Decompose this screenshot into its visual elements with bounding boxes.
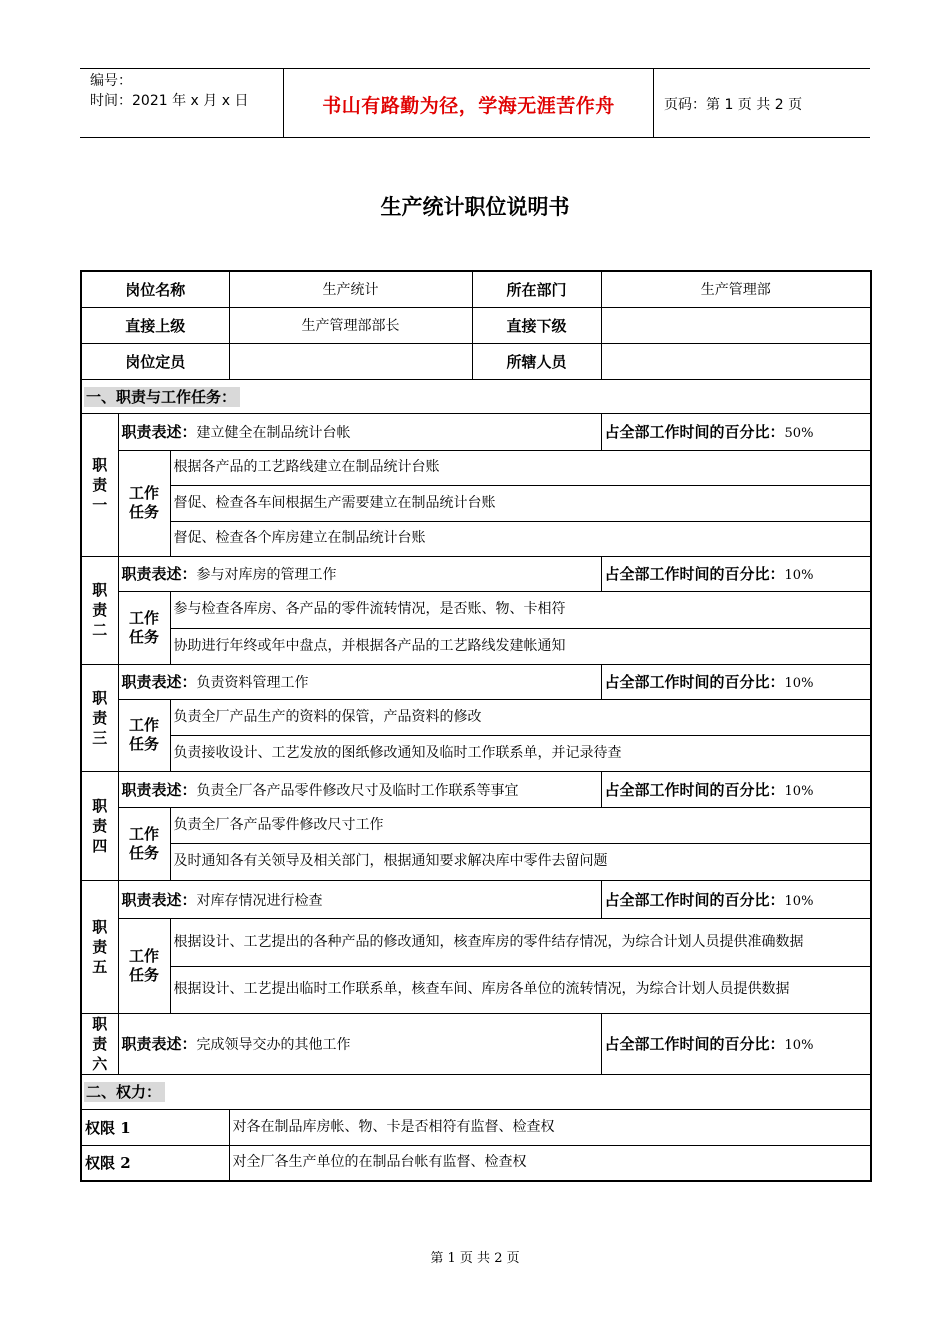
- duty-label: [81, 664, 118, 771]
- work-task-text: 负责全厂各产品零件修改尺寸工作: [170, 807, 871, 843]
- duty-description: [118, 1013, 601, 1074]
- work-task-label: [118, 450, 170, 556]
- header-page-info: 页码：第 1 页 共 2 页: [664, 97, 803, 113]
- duty-percentage-value: 50%: [784, 426, 814, 441]
- task-row: [81, 918, 871, 966]
- section-duties-row: [81, 379, 871, 413]
- duty-description-text: 参与对库房的管理工作: [196, 567, 337, 583]
- duty-label-char: 职: [92, 917, 108, 936]
- headcount-value: [229, 343, 472, 379]
- work-task-text: 根据设计、工艺提出临时工作联系单，核查车间、库房各单位的流转情况，为综合计划人员提供数据: [170, 966, 871, 1013]
- duty-label-char: 责: [92, 816, 108, 835]
- row-position-name: [81, 271, 871, 307]
- duty-percentage-label: 占全部工作时间的百分比：: [604, 565, 785, 583]
- duty-label: [81, 413, 118, 556]
- duty-label-char: 一: [92, 495, 108, 514]
- work-task-label-line: 任务: [128, 735, 159, 753]
- header-meta: [90, 71, 248, 111]
- section-duties-title: 一、职责与工作任务：: [84, 387, 240, 407]
- task-row: [81, 699, 871, 735]
- duty-row: [81, 413, 871, 450]
- duty-description: [118, 880, 601, 918]
- authority-row: [81, 1109, 871, 1145]
- work-task-label: [118, 918, 170, 1013]
- duty-label: [81, 771, 118, 880]
- headcount-label: 岗位定员: [81, 343, 229, 379]
- authority-text: 对全厂各生产单位的在制品台帐有监督、检查权: [229, 1145, 871, 1181]
- task-row: [81, 628, 871, 664]
- duty-percentage-value: 10%: [784, 1038, 814, 1053]
- authority-label: 权限 2: [81, 1145, 229, 1181]
- work-task-text: 协助进行年终或年中盘点，并根据各产品的工艺路线发建帐通知: [170, 628, 871, 664]
- section-authority-title: 二、权力：: [84, 1082, 165, 1102]
- duty-description: [118, 664, 601, 699]
- work-task-label: [118, 591, 170, 664]
- duty-percentage: [601, 880, 871, 918]
- duty-percentage-label: 占全部工作时间的百分比：: [604, 423, 785, 441]
- work-task-text: 参与检查各库房、各产品的零件流转情况，是否账、物、卡相符: [170, 591, 871, 628]
- duty-label-char: 责: [92, 708, 108, 727]
- duty-row: [81, 664, 871, 699]
- duty-percentage: [601, 413, 871, 450]
- work-task-label-line: 工作: [128, 716, 159, 734]
- header-divider: [653, 69, 654, 137]
- duty-description-text: 建立健全在制品统计台帐: [196, 425, 351, 441]
- duty-percentage-value: 10%: [784, 893, 814, 909]
- duty-percentage: [601, 771, 871, 807]
- duty-label: [81, 1013, 118, 1074]
- duty-label-char: 职: [92, 796, 108, 815]
- duty-percentage-value: 10%: [784, 783, 814, 799]
- work-task-text: 根据设计、工艺提出的各种产品的修改通知，核查库房的零件结存情况，为综合计划人员提供准确数据: [170, 918, 871, 966]
- number-label: 编号：: [90, 73, 132, 89]
- duty-description-text: 负责资料管理工作: [196, 675, 309, 691]
- staff-value: [601, 343, 871, 379]
- time-label: 时间：2021 年 x 月 x 日: [90, 93, 249, 109]
- duty-description-label: 职责表述：: [121, 673, 197, 691]
- task-row: [81, 450, 871, 485]
- duty-row: [81, 771, 871, 807]
- duty-description-text: 负责全厂各产品零件修改尺寸及临时工作联系等事宜: [196, 782, 519, 799]
- section-authority-row: [81, 1074, 871, 1109]
- page-footer: 第 1 页 共 2 页: [430, 1251, 520, 1266]
- duty-label-char: 职: [92, 581, 108, 599]
- work-task-label-line: 工作: [128, 824, 159, 843]
- duty-description-label: 职责表述：: [121, 423, 197, 441]
- document-title: 生产统计职位说明书: [380, 195, 570, 219]
- duty-label-char: 职: [92, 688, 108, 707]
- duty-label-char: 责: [92, 475, 108, 494]
- duty-label-char: 四: [92, 836, 108, 855]
- work-task-label: [118, 699, 170, 771]
- task-row: [81, 843, 871, 880]
- duty-description-text: 对库存情况进行检查: [196, 892, 323, 909]
- duty-percentage-label: 占全部工作时间的百分比：: [604, 1035, 785, 1053]
- duty-percentage: [601, 556, 871, 591]
- authority-label: 权限 1: [81, 1109, 229, 1145]
- duty-label-char: 职: [92, 1014, 108, 1033]
- work-task-label-line: 任务: [128, 965, 159, 984]
- staff-label: 所辖人员: [472, 343, 601, 379]
- work-task-label-line: 任务: [128, 843, 159, 862]
- duty-description-label: 职责表述：: [121, 890, 197, 909]
- duty-label-char: 责: [92, 937, 108, 956]
- section-duties-heading: [81, 379, 871, 413]
- duty-label: [81, 880, 118, 1013]
- task-row: [81, 521, 871, 556]
- duty-percentage-label: 占全部工作时间的百分比：: [604, 890, 785, 909]
- duty-label-char: 职: [92, 455, 108, 474]
- duty-percentage-label: 占全部工作时间的百分比：: [604, 780, 785, 799]
- task-row: [81, 966, 871, 1013]
- page-header: [80, 68, 870, 138]
- duty-label-char: 二: [92, 621, 108, 639]
- duty-label-char: 五: [92, 957, 108, 976]
- task-row: [81, 591, 871, 628]
- position-name-value: 生产统计: [229, 271, 472, 307]
- authority-row: [81, 1145, 871, 1181]
- duty-percentage-label: 占全部工作时间的百分比：: [604, 673, 785, 691]
- work-task-text: 督促、检查各车间根据生产需要建立在制品统计台账: [170, 485, 871, 521]
- department-value: 生产管理部: [601, 271, 871, 307]
- department-label: 所在部门: [472, 271, 601, 307]
- authority-text: 对各在制品库房帐、物、卡是否相符有监督、检查权: [229, 1109, 871, 1145]
- subordinate-value: [601, 307, 871, 343]
- section-authority-heading: [81, 1074, 871, 1109]
- duty-description-label: 职责表述：: [121, 780, 197, 799]
- duty-description: [118, 771, 601, 807]
- duty-percentage-value: 10%: [784, 676, 814, 691]
- subordinate-label: 直接下级: [472, 307, 601, 343]
- duty-description-text: 完成领导交办的其他工作: [196, 1037, 351, 1053]
- duty-description: [118, 413, 601, 450]
- work-task-label-line: 工作: [128, 484, 159, 502]
- task-row: [81, 807, 871, 843]
- row-headcount: [81, 343, 871, 379]
- work-task-label-line: 工作: [128, 946, 159, 965]
- duty-row: [81, 880, 871, 918]
- work-task-label-line: 任务: [128, 503, 159, 521]
- superior-label: 直接上级: [81, 307, 229, 343]
- header-motto: 书山有路勤为径，学海无涯苦作舟: [322, 95, 615, 117]
- work-task-label-line: 任务: [128, 627, 159, 646]
- work-task-text: 负责全厂产品生产的资料的保管，产品资料的修改: [170, 699, 871, 735]
- duty-percentage: [601, 664, 871, 699]
- duty-description-label: 职责表述：: [121, 565, 197, 583]
- duty-percentage-value: 10%: [784, 568, 814, 583]
- work-task-text: 及时通知各有关领导及相关部门，根据通知要求解决库中零件去留问题: [170, 843, 871, 880]
- task-row: [81, 735, 871, 771]
- work-task-label-line: 工作: [128, 608, 159, 627]
- task-row: [81, 485, 871, 521]
- superior-value: 生产管理部部长: [229, 307, 472, 343]
- position-name-label: 岗位名称: [81, 271, 229, 307]
- duty-row: [81, 1013, 871, 1074]
- duty-percentage: [601, 1013, 871, 1074]
- work-task-label: [118, 807, 170, 880]
- duty-label-char: 责: [92, 1034, 108, 1053]
- work-task-text: 根据各产品的工艺路线建立在制品统计台账: [170, 450, 871, 485]
- work-task-text: 督促、检查各个库房建立在制品统计台账: [170, 521, 871, 556]
- duty-label-char: 六: [92, 1054, 108, 1073]
- row-superior: [81, 307, 871, 343]
- duty-label-char: 责: [92, 601, 108, 619]
- duty-description: [118, 556, 601, 591]
- duty-label-char: 三: [92, 728, 108, 747]
- duty-row: [81, 556, 871, 591]
- job-description-table: [80, 270, 872, 1182]
- duty-label: [81, 556, 118, 664]
- work-task-text: 负责接收设计、工艺发放的图纸修改通知及临时工作联系单，并记录待查: [170, 735, 871, 771]
- duty-description-label: 职责表述：: [121, 1035, 197, 1053]
